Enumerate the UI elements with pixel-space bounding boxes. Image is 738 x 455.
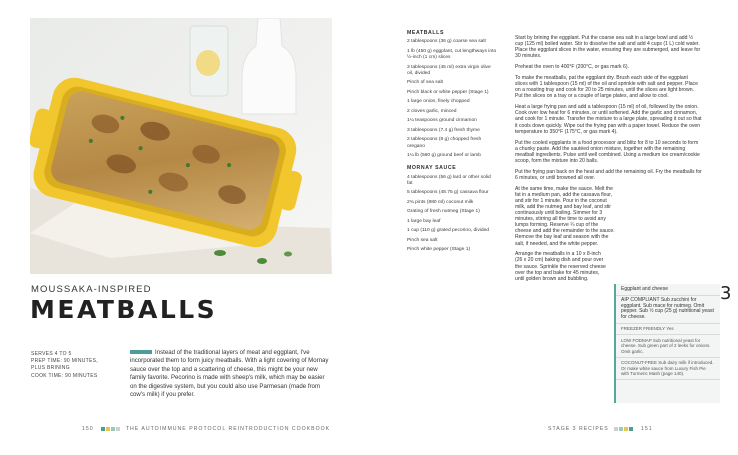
ingredient-item: Pinch sea salt bbox=[407, 237, 438, 243]
direction-step: Preheat the oven to 400°F (200°C, or gas mark 6). bbox=[515, 64, 629, 71]
footer-swatch bbox=[619, 427, 623, 431]
direction-step: To make the meatballs, pat the eggplant dry. Brush each side of the eggplant slices with 1 tablespoon (15 ml) of the oil and sprinkle with salt and pepper. Place on a roasting tray and cook for 20 to 25 minutes, until the slices are light brown. Put the slices on a tray or a couple of large plates, and allow to cool. bbox=[515, 75, 698, 100]
direction-step: Put the cooled eggplants in a food processor and blitz for 8 to 10 seconds to form a chunky paste. Add the sautéed onion mixture, together with the remaining meatball ingredients. Pulse until well combined. Using a medium ice cream/cookie scoop, form the mixture into 20 balls. bbox=[515, 139, 700, 164]
prep-time-text: PREP TIME: 90 MINUTES, PLUS BRINING bbox=[31, 358, 98, 372]
ingredient-item: Pinch of sea salt bbox=[407, 80, 443, 86]
footer-swatch bbox=[614, 427, 618, 431]
footer-swatch bbox=[106, 427, 110, 431]
ingredient-item: 5 tablespoons (48.75 g) cassava flour bbox=[407, 190, 489, 196]
recipe-intro bbox=[130, 349, 332, 399]
recipe-subtitle: MOUSSAKA-INSPIRED bbox=[31, 284, 152, 295]
ingredient-item: 2 tablespoons (8 g) chopped fresh oregano bbox=[407, 137, 482, 149]
stage-number: 3 bbox=[720, 283, 732, 304]
footer-swatch bbox=[624, 427, 628, 431]
footer-swatch bbox=[116, 427, 120, 431]
ingredient-item: Grating of fresh nutmeg (Stage 1) bbox=[407, 209, 480, 215]
serves-text: SERVES 4 TO 5 bbox=[31, 351, 72, 357]
sidebar-note: FREEZER FRIENDLY Yes bbox=[616, 324, 720, 336]
footer-left bbox=[82, 426, 330, 432]
direction-step: Arrange the meatballs in a 10 x 8-inch (26 x 20 cm) baking dish and pour over the sauce. Sprinkle the reserved cheese over the top and bake for 45 minutes, until golden brown and bubbling. bbox=[515, 251, 606, 282]
ingredient-item: Pinch white pepper (Stage 1) bbox=[407, 247, 471, 253]
right-running-head: STAGE 3 RECIPES bbox=[548, 426, 609, 432]
variations-sidebar bbox=[614, 284, 720, 403]
sidebar-note: AIP COMPLIANT Sub zucchini for eggplant. Sub mace for nutmeg. Omit pepper. Sub ½ cup (25 g) nutritional yeast for cheese. bbox=[616, 296, 720, 324]
ingredient-item: 1¼ teaspoons ground cinnamon bbox=[407, 118, 477, 124]
moussaka-photo bbox=[30, 18, 332, 274]
right-page-number: 151 bbox=[640, 426, 653, 432]
intro-text: Instead of the traditional layers of meat and eggplant, I've incorporated them to form juicy meatballs. With a light covering of Mornay sauce over the top and a scattering of cheese, this might be your new family favorite. Pecorino is made with sheep's milk, which may be easier on the digestive system, but you could also use Parmesan (made from cow's milk) if you prefer. bbox=[130, 349, 329, 399]
ingredients-column bbox=[407, 30, 497, 257]
sidebar-note: COCONUT-FREE Sub dairy milk if introduced. Or make white sauce from Luxury Fish Pie with Turmeric Mash (page 140). bbox=[616, 358, 720, 381]
meatballs-heading: MEATBALLS bbox=[407, 30, 445, 36]
mornay-ingredient-list bbox=[407, 175, 497, 254]
ingredient-item: 3 tablespoons (7.4 g) fresh thyme bbox=[407, 127, 480, 133]
footer-swatch bbox=[101, 427, 105, 431]
ingredient-item: 2 cloves garlic, minced bbox=[407, 108, 457, 114]
footer-swatch bbox=[629, 427, 633, 431]
ingredient-item: Pinch black or white pepper (Stage 1) bbox=[407, 89, 489, 95]
directions-column bbox=[515, 35, 702, 287]
ingredient-item: 1 cup (110 g) grated pecorino, divided bbox=[407, 228, 490, 234]
ingredient-item: 2 tablespoons (36 g) coarse sea salt bbox=[407, 39, 486, 45]
ingredient-item: 1¼ lb (560 g) ground beef or lamb bbox=[407, 153, 481, 159]
meatballs-ingredient-list bbox=[407, 39, 497, 159]
sidebar-header: Eggplant and cheese bbox=[616, 284, 720, 296]
ingredient-item: 1 large bay leaf bbox=[407, 218, 441, 224]
cook-time-text: COOK TIME: 90 MINUTES bbox=[31, 372, 98, 379]
direction-step: Heat a large frying pan and add a tablespoon (15 ml) of oil, followed by the onion. Cook over low heat for 6 minutes, or until softened. Add the garlic and cinnamon, and cook for 1 minute. Transfer the mixture to a large plate, spreading it out so that it cools down quickly. Wipe out the frying pan with a paper towel. Reduce the oven temperature to 350°F (175°C, or gas mark 4). bbox=[515, 104, 702, 135]
mornay-heading: MORNAY SAUCE bbox=[407, 165, 457, 172]
ingredient-item: 2¾ pints (880 ml) coconut milk bbox=[407, 199, 474, 205]
direction-step: At the same time, make the sauce. Melt the fat in a medium pan, add the cassava flour, and stir for 1 minute. Pour in the coconut milk, add the nutmeg and bay leaf, and stir continuously until boiling. Simmer for 3 minutes, stirring all the time to avoid any lumps forming. Reserve ¼ cup of the cheese and add the remainder to the sauce. Remove the bay leaf and season with the salt, if needed, and the white pepper. bbox=[515, 185, 615, 247]
footer-swatch bbox=[111, 427, 115, 431]
direction-step: Start by brining the eggplant. Put the coarse sea salt in a large bowl and add ½ cup (125 ml) boiled water. Stir to dissolve the salt and add 4 cups (1 L) cold water. Place the eggplant slices in the water, ensuring they are submerged, and leave for 30 minutes. bbox=[515, 35, 701, 60]
intro-accent-bar bbox=[130, 350, 152, 354]
direction-step: Put the frying pan back on the heat and add the remaining oil. Fry the meatballs for 6 minutes, or until browned all over. bbox=[515, 168, 702, 181]
sidebar-note: LOW FODMAP Sub nutritional yeast for cheese. Sub green part of 2 leeks for onions. Omit garlic. bbox=[616, 335, 720, 358]
recipe-title: MEATBALLS bbox=[30, 295, 218, 324]
ingredient-item: 1 lb (450 g) eggplant, cut lengthways into ½-inch (1 cm) slices bbox=[407, 48, 497, 61]
ingredient-item: 4 tablespoons (56 g) lard or other solid fat bbox=[407, 174, 491, 186]
ingredient-item: 1 large onion, finely chopped bbox=[407, 99, 470, 105]
footer-right bbox=[548, 426, 653, 432]
left-page-number: 150 bbox=[82, 426, 94, 432]
recipe-meta bbox=[31, 351, 121, 380]
left-running-head: THE AUTOIMMUNE PROTOCOL REINTRODUCTION COOKBOOK bbox=[125, 426, 331, 432]
sidebar-items bbox=[616, 296, 720, 381]
ingredient-item: 3 tablespoons (45 ml) extra virgin olive oil, divided bbox=[407, 64, 491, 76]
